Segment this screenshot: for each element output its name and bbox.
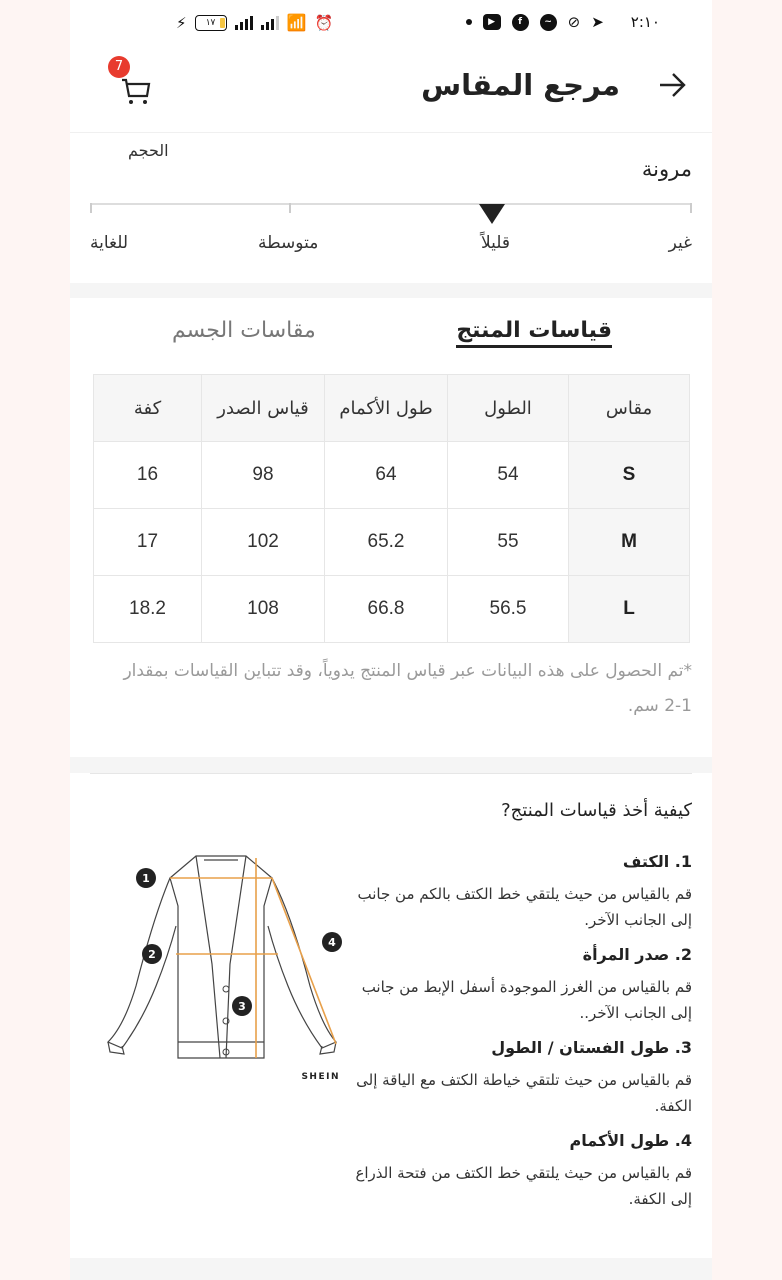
step-text: قم بالقياس من حيث تلتقي خياطة الكتف مع الياقة إلى الكفة. (356, 1071, 692, 1115)
divider-line (90, 773, 692, 774)
cardigan-illustration-icon (96, 846, 356, 1086)
step-text: قم بالقياس من حيث يلتقي خط الكتف من فتحة الذراع إلى الكفة. (355, 1164, 692, 1208)
column-header: الطول (448, 375, 569, 442)
size-cell: M (569, 509, 690, 576)
step-heading: 4. طول الأكمام (569, 1131, 692, 1150)
stretch-level: قليلاً (480, 233, 510, 253)
tab-product-measurements[interactable]: قياسات المنتج (456, 318, 612, 348)
status-right (466, 13, 660, 31)
table-cell: 16 (94, 442, 202, 509)
marker-4: 4 (328, 936, 336, 949)
table-cell: 98 (202, 442, 325, 509)
step-heading: 1. الكتف (622, 852, 692, 871)
table-cell: 18.2 (94, 576, 202, 643)
table-row (94, 576, 690, 643)
notification-dot-icon (466, 19, 472, 25)
telegram-icon: ➤ (591, 13, 604, 31)
how-to-measure-title: كيفية أخذ قياسات المنتج? (501, 800, 692, 821)
signal-icon (261, 16, 279, 30)
marker-2: 2 (148, 948, 156, 961)
step-text: قم بالقياس من حيث يلتقي خط الكتف بالكم من جانب إلى الجانب الآخر. (357, 885, 692, 929)
step-text: قم بالقياس من الغرز الموجودة أسفل الإبط من جانب إلى الجانب الآخر.. (361, 978, 692, 1022)
size-guide-panel (70, 0, 712, 1280)
stretch-tick (90, 203, 92, 213)
table-cell: 64 (325, 442, 448, 509)
header (70, 48, 712, 133)
arrow-right-icon (658, 72, 686, 98)
bottom-divider (70, 1258, 712, 1280)
battery-icon (195, 15, 227, 31)
status-left (176, 13, 333, 32)
table-cell: 65.2 (325, 509, 448, 576)
table-row (94, 509, 690, 576)
table-cell: 66.8 (325, 576, 448, 643)
column-header: كفة (94, 375, 202, 442)
column-header: مقاس (569, 375, 690, 442)
battery-level: ١٧ (205, 17, 216, 28)
size-cell: L (569, 576, 690, 643)
size-table (93, 374, 690, 643)
size-cell: S (569, 442, 690, 509)
cart-icon (120, 72, 152, 106)
table-cell: 108 (202, 576, 325, 643)
column-header: طول الأكمام (325, 375, 448, 442)
wifi-icon: 📶 (286, 13, 307, 32)
tab-body-measurements[interactable]: مقاسات الجسم (172, 318, 316, 343)
step-heading: 2. صدر المرأة (582, 945, 692, 964)
marker-1: 1 (142, 872, 150, 885)
stretch-section (70, 133, 712, 283)
measurement-note: *تم الحصول على هذه البيانات عبر قياس المنتج يدوياً، وقد تتباين القياسات بمقدار 1-2 سم. (123, 661, 692, 716)
column-header: قياس الصدر (202, 375, 325, 442)
marker-3: 3 (238, 1000, 246, 1013)
messenger-icon: ~ (540, 14, 557, 31)
table-cell: 55 (448, 509, 569, 576)
cardigan-diagram (96, 846, 356, 1086)
cart-count-badge: 7 (108, 56, 130, 78)
stretch-level: غير (668, 233, 692, 253)
status-bar (70, 0, 712, 48)
stretch-track (90, 203, 692, 205)
back-button[interactable] (658, 72, 686, 104)
table-cell: 54 (448, 442, 569, 509)
facebook-icon: f (512, 14, 529, 31)
stretch-title: مرونة (641, 157, 692, 181)
signal-icon (235, 16, 253, 30)
stretch-level: متوسطة (258, 233, 319, 253)
stretch-tick (289, 203, 291, 213)
alarm-icon: ⏰ (314, 13, 334, 32)
youtube-icon: ▶ (483, 14, 501, 30)
section-divider (70, 283, 712, 298)
page-title: مرجع المقاس (421, 68, 620, 102)
cart-button[interactable] (120, 72, 152, 106)
stretch-level: للغاية (90, 233, 129, 253)
app-icon: ⊘ (567, 13, 581, 31)
charging-icon: ⚡ (176, 13, 187, 32)
table-cell: 17 (94, 509, 202, 576)
table-header-row (94, 375, 690, 442)
measure-lines (170, 858, 336, 1058)
table-row (94, 442, 690, 509)
table-cell: 102 (202, 509, 325, 576)
table-cell: 56.5 (448, 576, 569, 643)
status-time: ٢:١٠ (630, 13, 660, 31)
brand-logo: SHEIN (301, 1072, 340, 1082)
stretch-tick (690, 203, 692, 213)
measure-steps (352, 852, 692, 1224)
size-label: الحجم (128, 141, 169, 160)
stretch-marker-icon (479, 204, 505, 224)
step-heading: 3. طول الفستان / الطول (491, 1038, 692, 1057)
section-divider (70, 757, 712, 773)
